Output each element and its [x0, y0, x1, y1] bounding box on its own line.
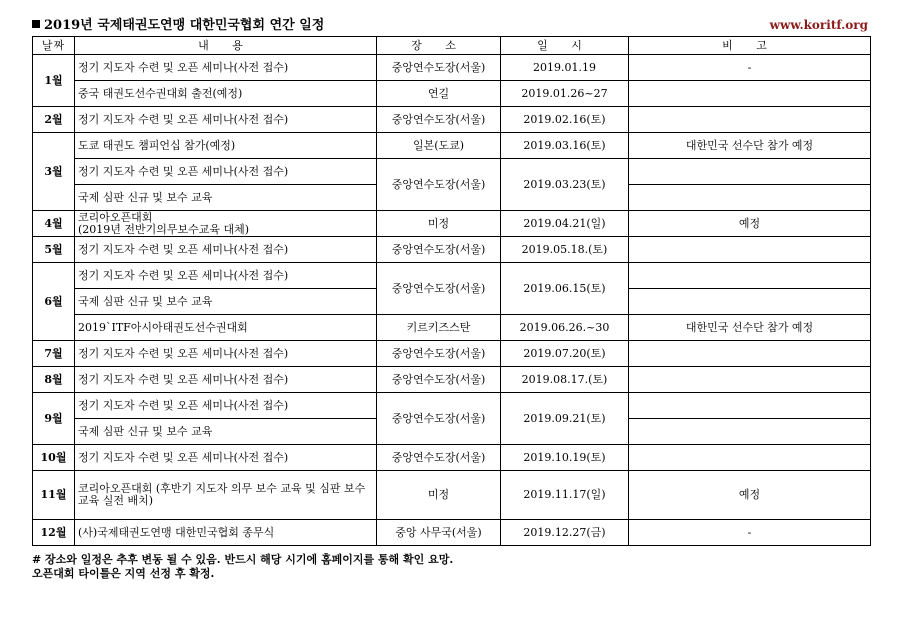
page-header	[32, 8, 870, 34]
month-cell: 6월	[33, 263, 75, 341]
note-cell	[629, 367, 871, 393]
date-cell: 2019.02.16(토)	[501, 107, 629, 133]
date-cell: 2019.05.18.(토)	[501, 237, 629, 263]
date-cell: 2019.03.23(토)	[501, 159, 629, 211]
table-row	[33, 81, 871, 107]
content-cell: 정기 지도자 수련 및 오픈 세미나(사전 접수)	[75, 341, 377, 367]
place-cell: 연길	[377, 81, 501, 107]
date-cell: 2019.01.19	[501, 55, 629, 81]
date-cell: 2019.03.16(토)	[501, 133, 629, 159]
date-cell: 2019.07.20(토)	[501, 341, 629, 367]
note-cell	[629, 419, 871, 445]
month-cell: 3월	[33, 133, 75, 211]
table-row	[33, 159, 871, 185]
column-header-place: 장 소	[377, 37, 501, 55]
place-cell: 중앙 사무국(서울)	[377, 520, 501, 546]
column-header-date: 날짜	[33, 37, 75, 55]
place-cell: 미정	[377, 471, 501, 520]
note-cell	[629, 237, 871, 263]
note-cell	[629, 263, 871, 289]
footer-note-line: 오픈대회 타이틀은 지역 선정 후 확정.	[32, 567, 215, 580]
place-cell: 중앙연수도장(서울)	[377, 393, 501, 445]
table-row	[33, 471, 871, 520]
date-cell: 2019.12.27(금)	[501, 520, 629, 546]
content-cell: 정기 지도자 수련 및 오픈 세미나(사전 접수)	[75, 263, 377, 289]
website-link[interactable]: www.koritf.org	[769, 18, 868, 32]
month-cell: 2월	[33, 107, 75, 133]
month-cell: 12월	[33, 520, 75, 546]
content-cell: 정기 지도자 수련 및 오픈 세미나(사전 접수)	[75, 159, 377, 185]
table-row	[33, 263, 871, 289]
place-cell: 중앙연수도장(서울)	[377, 55, 501, 81]
content-line: (2019년 전반기의무보수교육 대체)	[78, 222, 250, 236]
content-cell: 정기 지도자 수련 및 오픈 세미나(사전 접수)	[75, 237, 377, 263]
month-cell: 8월	[33, 367, 75, 393]
note-cell: 대한민국 선수단 참가 예정	[629, 133, 871, 159]
table-row	[33, 211, 871, 237]
place-cell: 중앙연수도장(서울)	[377, 107, 501, 133]
month-cell: 9월	[33, 393, 75, 445]
month-cell: 10월	[33, 445, 75, 471]
content-cell: 국제 심판 신규 및 보수 교육	[75, 185, 377, 211]
content-cell: 정기 지도자 수련 및 오픈 세미나(사전 접수)	[75, 55, 377, 81]
note-cell: -	[629, 520, 871, 546]
content-cell: 정기 지도자 수련 및 오픈 세미나(사전 접수)	[75, 367, 377, 393]
column-header-datetime: 일 시	[501, 37, 629, 55]
table-row	[33, 393, 871, 419]
place-cell: 중앙연수도장(서울)	[377, 263, 501, 315]
table-row	[33, 107, 871, 133]
date-cell: 2019.09.21(토)	[501, 393, 629, 445]
place-cell: 일본(도쿄)	[377, 133, 501, 159]
square-bullet-icon	[32, 20, 40, 28]
note-cell	[629, 289, 871, 315]
table-row	[33, 133, 871, 159]
date-cell: 2019.06.15(토)	[501, 263, 629, 315]
note-cell	[629, 341, 871, 367]
date-cell: 2019.01.26~27	[501, 81, 629, 107]
content-cell: 중국 태권도선수권대회 출전(예정)	[75, 81, 377, 107]
table-header-row	[33, 37, 871, 55]
footer-note-line: # 장소와 일정은 추후 변동 될 수 있음. 반드시 해당 시기에 홈페이지를 통해 확인 요망.	[32, 553, 454, 566]
date-cell: 2019.06.26.~30	[501, 315, 629, 341]
date-cell: 2019.10.19(토)	[501, 445, 629, 471]
footer-notes	[32, 553, 453, 581]
place-cell: 중앙연수도장(서울)	[377, 445, 501, 471]
date-cell: 2019.04.21(일)	[501, 211, 629, 237]
table-row	[33, 445, 871, 471]
note-cell	[629, 393, 871, 419]
content-cell: 2019`ITF아시아태권도선수권대회	[75, 315, 377, 341]
content-cell: 정기 지도자 수련 및 오픈 세미나(사전 접수)	[75, 393, 377, 419]
content-line: 코리아오픈대회	[78, 210, 153, 224]
table-row	[33, 315, 871, 341]
date-cell: 2019.11.17(일)	[501, 471, 629, 520]
month-cell: 11월	[33, 471, 75, 520]
note-cell: 예정	[629, 471, 871, 520]
note-cell: 예정	[629, 211, 871, 237]
table-row	[33, 520, 871, 546]
content-cell	[75, 211, 377, 237]
month-cell: 1월	[33, 55, 75, 107]
content-cell: 국제 심판 신규 및 보수 교육	[75, 289, 377, 315]
place-cell: 중앙연수도장(서울)	[377, 159, 501, 211]
place-cell: 키르키즈스탄	[377, 315, 501, 341]
content-cell: 코리아오픈대회 (후반기 지도자 의무 보수 교육 및 심판 보수 교육 실전 배치)	[75, 471, 377, 520]
month-cell: 5월	[33, 237, 75, 263]
column-header-content: 내 용	[75, 37, 377, 55]
content-cell: (사)국제태권도연맹 대한민국협회 종무식	[75, 520, 377, 546]
table-row	[33, 367, 871, 393]
title-text: 2019년 국제태권도연맹 대한민국협회 연간 일정	[44, 18, 325, 33]
content-cell: 도쿄 태권도 챔피언십 참가(예정)	[75, 133, 377, 159]
place-cell: 중앙연수도장(서울)	[377, 367, 501, 393]
note-cell: -	[629, 55, 871, 81]
table-row	[33, 55, 871, 81]
document-title	[32, 14, 324, 33]
date-cell: 2019.08.17.(토)	[501, 367, 629, 393]
note-cell: 대한민국 선수단 참가 예정	[629, 315, 871, 341]
month-cell: 4월	[33, 211, 75, 237]
content-cell: 정기 지도자 수련 및 오픈 세미나(사전 접수)	[75, 445, 377, 471]
place-cell: 미정	[377, 211, 501, 237]
schedule-table	[32, 36, 871, 546]
note-cell	[629, 159, 871, 185]
note-cell	[629, 107, 871, 133]
column-header-note: 비 고	[629, 37, 871, 55]
place-cell: 중앙연수도장(서울)	[377, 237, 501, 263]
content-cell: 국제 심판 신규 및 보수 교육	[75, 419, 377, 445]
note-cell	[629, 81, 871, 107]
note-cell	[629, 445, 871, 471]
content-cell: 정기 지도자 수련 및 오픈 세미나(사전 접수)	[75, 107, 377, 133]
table-row	[33, 341, 871, 367]
table-row	[33, 237, 871, 263]
month-cell: 7월	[33, 341, 75, 367]
note-cell	[629, 185, 871, 211]
place-cell: 중앙연수도장(서울)	[377, 341, 501, 367]
